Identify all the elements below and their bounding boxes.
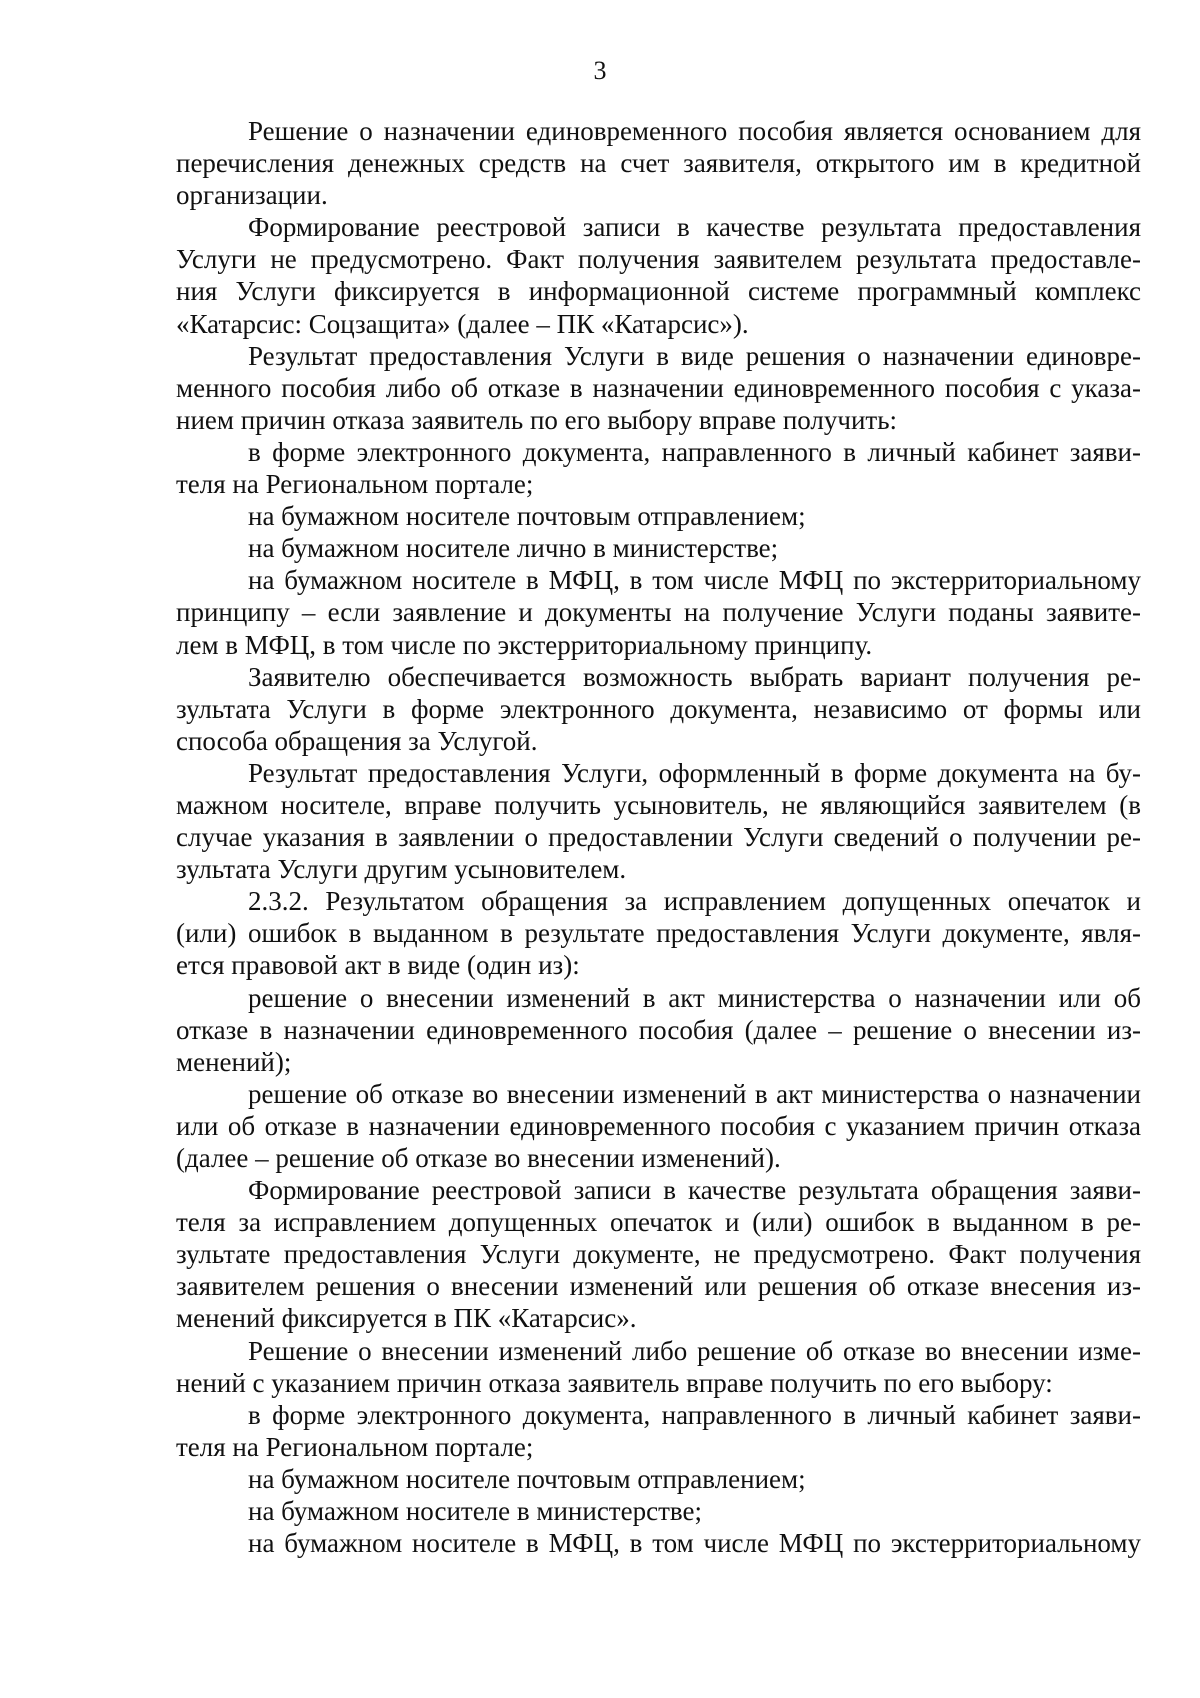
text-line: лем в МФЦ, в том числе по экстерриториальному принципу. [176,629,873,660]
text-line: 2.3.2. Результатом обращения за исправлением допущенных опечаток и [248,886,1141,917]
paragraph [176,885,1141,981]
text-line: способа обращения за Услугой. [176,725,538,756]
text-line: на бумажном носителе в МФЦ, в том числе МФЦ по экстерриториальному [248,1528,1141,1559]
paragraph [176,1078,1141,1174]
text-line: теля на Региональном портале; [176,469,534,500]
text-line: теля за исправлением допущенных опечаток и (или) ошибок в выданном в ре- [176,1207,1141,1238]
paragraph [176,1399,1141,1463]
text-line: решение об отказе во внесении изменений в акт министерства о назначении [248,1078,1141,1109]
text-line: ния Услуги фиксируется в информационной системе программный комплекс [176,276,1141,307]
paragraph [176,115,1141,211]
text-line: Формирование реестровой записи в качестве результата предоставления [248,212,1141,243]
paragraph [176,1463,1141,1495]
text-line: Результат предоставления Услуги, оформленный в форме документа на бу- [248,757,1141,788]
text-line: на бумажном носителе лично в министерстве; [248,533,779,564]
text-line: Заявителю обеспечивается возможность выбрать вариант получения ре- [248,661,1141,692]
text-line: Решение о внесении изменений либо решение об отказе во внесении изме- [248,1335,1141,1366]
text-line: менений); [176,1046,292,1077]
text-line: или об отказе в назначении единовременного пособия с указанием причин отказа [176,1110,1141,1141]
document-body [176,115,1141,1559]
text-line: нием причин отказа заявитель по его выбору вправе получить: [176,404,898,435]
text-line: на бумажном носителе почтовым отправлением; [248,501,806,532]
text-line: принципу – если заявление и документы на получение Услуги поданы заявите- [176,597,1141,628]
paragraph [176,1174,1141,1334]
text-line: Решение о назначении единовременного пособия является основанием для [248,116,1141,146]
text-line: на бумажном носителе в МФЦ, в том числе МФЦ по экстерриториальному [248,565,1141,596]
paragraph [176,500,1141,532]
text-line: Результат предоставления Услуги в виде решения о назначении единовре- [248,340,1141,371]
text-line: зультате предоставления Услуги документе, не предусмотрено. Факт получения [176,1239,1141,1270]
text-line: (далее – решение об отказе во внесении изменений). [176,1143,781,1173]
text-line: (или) ошибок в выданном в результате предоставления Услуги документе, явля- [176,918,1141,949]
paragraph [176,757,1141,885]
text-line: зультата Услуги в форме электронного документа, независимо от формы или [176,693,1141,724]
paragraph [176,340,1141,436]
paragraph [176,564,1141,660]
text-line: на бумажном носителе в министерстве; [248,1496,702,1527]
text-line: в форме электронного документа, направленного в личный кабинет заяви- [248,436,1141,467]
text-line: менений фиксируется в ПК «Катарсис». [176,1303,637,1334]
text-line: теля на Региональном портале; [176,1431,534,1462]
text-line: отказе в назначении единовременного пособия (далее – решение о внесении из- [176,1014,1141,1045]
text-line: перечисления денежных средств на счет заявителя, открытого им в кредитной [176,148,1141,179]
text-line: в форме электронного документа, направленного в личный кабинет заяви- [248,1399,1141,1430]
text-line: на бумажном носителе почтовым отправлением; [248,1463,806,1494]
text-line: решение о внесении изменений в акт министерства о назначении или об [248,982,1141,1013]
text-line: ется правовой акт в виде (один из): [176,950,580,981]
paragraph [176,436,1141,500]
page-number: 3 [593,56,607,85]
text-line: заявителем решения о внесении изменений или решения об отказе внесения из- [176,1271,1141,1302]
text-line: нений с указанием причин отказа заявитель вправе получить по его выбору: [176,1367,1053,1398]
text-line: зультата Услуги другим усыновителем. [176,854,627,885]
text-line: Услуги не предусмотрено. Факт получения заявителем результата предоставле- [176,244,1141,275]
paragraph [176,1335,1141,1399]
text-line: «Катарсис: Соцзащита» (далее – ПК «Катарсис»). [176,308,749,339]
paragraph [176,532,1141,564]
text-line: Формирование реестровой записи в качестве результата обращения заяви- [248,1175,1141,1206]
text-line: случае указания в заявлении о предоставлении Услуги сведений о получении ре- [176,822,1141,853]
text-line: организации. [176,180,328,211]
text-line: мажном носителе, вправе получить усыновитель, не являющийся заявителем (в [176,789,1141,820]
text-line: менного пособия либо об отказе в назначении единовременного пособия с указа- [176,372,1141,403]
paragraph [176,1527,1141,1559]
paragraph [176,211,1141,339]
paragraph [176,1495,1141,1527]
paragraph [176,982,1141,1078]
paragraph [176,661,1141,757]
